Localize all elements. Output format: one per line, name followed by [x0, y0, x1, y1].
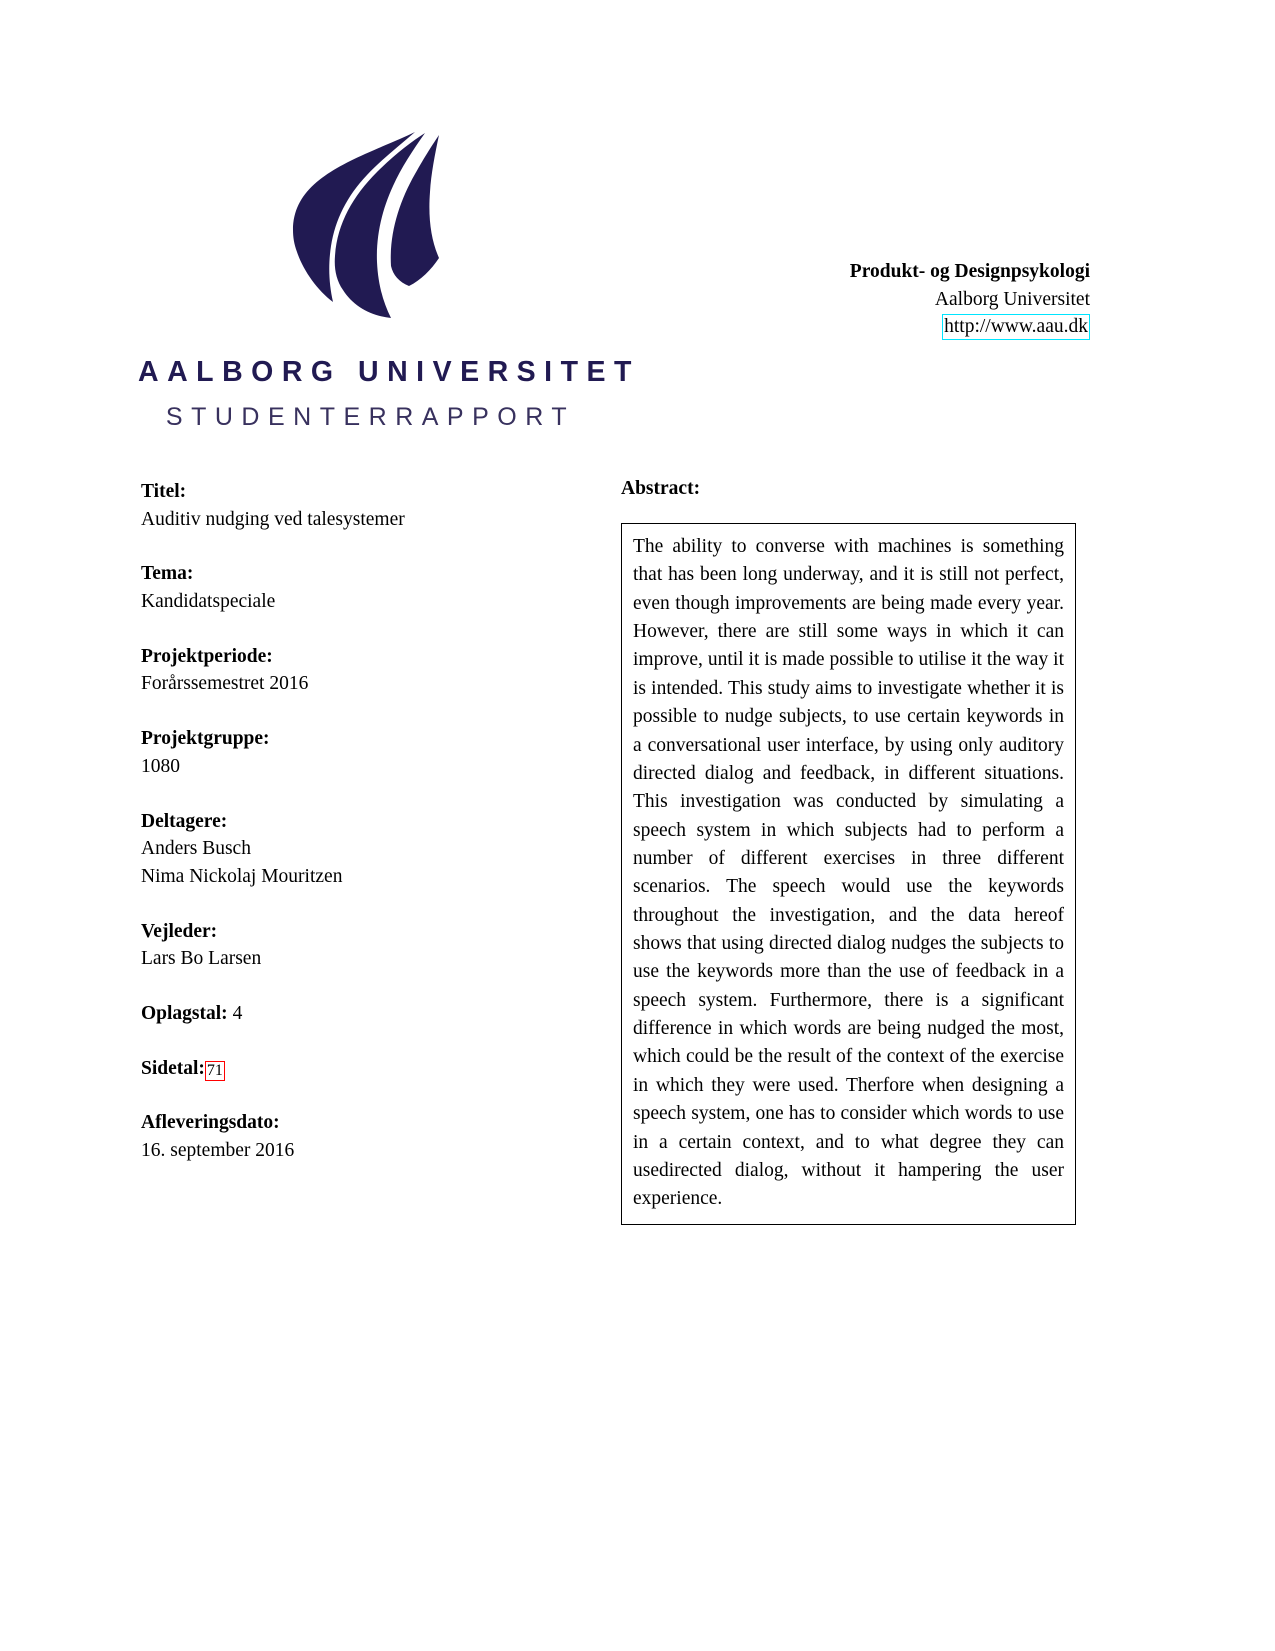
period-value: Forårssemestret 2016	[141, 673, 309, 695]
aau-flame-logo-icon	[273, 130, 453, 320]
participant-name-2: Nima Nickolaj Mouritzen	[141, 865, 343, 887]
wordmark-studenterrapport: STUDENTERRAPPORT	[165, 402, 576, 431]
field-supervisor	[141, 918, 591, 973]
abstract-label: Abstract:	[621, 478, 701, 499]
supervisor-label: Vejleder:	[141, 920, 218, 942]
field-copies	[141, 1000, 591, 1028]
theme-value: Kandidatspeciale	[141, 591, 276, 613]
field-theme	[141, 560, 591, 615]
header-affiliation-block	[850, 258, 1090, 340]
field-participants	[141, 808, 591, 891]
abstract-body-text: The ability to converse with machines is something that has been long underway, and it is still not perfect, even though improvements are being made every year. However, there are still some ways in which it can improve, until it is made possible to utilise it the way it is intended. This study aims to investigate whether it is possible to nudge subjects, to use certain keywords in a conversational user interface, by using only auditory directed dialog and feedback, in different situations. This investigation was conducted by simulating a speech system in which subjects had to perform a number of different exercises in three different scenarios. The speech would use the keywords throughout the investigation, and the data hereof shows that using directed dialog nudges the subjects to use the keywords more than the use of feedback in a speech system. Furthermore, there is a significant difference in which words are being nudged the most, which could be the result of the context of the exercise in which they were used. Therfore when designing a speech system, one has to consider which words to use in a certain context, and to what degree they can usedirected dialog, without it hampering the user experience.	[633, 536, 1064, 1210]
aau-logo-block	[138, 130, 640, 431]
wordmark-university: AALBORG UNIVERSITET	[138, 356, 640, 388]
report-metadata-column	[141, 478, 591, 1165]
field-project-period	[141, 643, 591, 698]
pagecount-label: Sidetal:	[141, 1057, 205, 1079]
period-label: Projektperiode:	[141, 645, 273, 667]
copies-label: Oplagstal:	[141, 1002, 228, 1024]
participants-label: Deltagere:	[141, 810, 228, 832]
header-department: Produkt- og Designpsykologi	[849, 261, 1090, 282]
duedate-value: 16. september 2016	[141, 1140, 295, 1161]
group-label: Projektgruppe:	[141, 728, 270, 750]
abstract-box	[621, 523, 1076, 1225]
theme-label: Tema:	[141, 563, 194, 585]
title-value: Auditiv nudging ved talesystemer	[141, 508, 405, 530]
aau-website-link[interactable]: http://www.aau.dk	[942, 314, 1090, 340]
field-due-date	[141, 1109, 591, 1164]
group-value: 1080	[141, 755, 180, 777]
title-label: Titel:	[141, 481, 187, 502]
header-university: Aalborg Universitet	[934, 288, 1090, 310]
pagecount-reference-link[interactable]: 71	[206, 1061, 223, 1079]
copies-number: 4	[232, 1002, 243, 1024]
supervisor-value: Lars Bo Larsen	[141, 948, 262, 970]
aau-wordmark	[138, 356, 640, 431]
field-title	[141, 478, 591, 533]
header-url-wrapper	[850, 314, 1090, 340]
participant-name-1: Anders Busch	[141, 838, 251, 860]
abstract-column	[621, 478, 1081, 1225]
field-project-group	[141, 725, 591, 780]
duedate-label: Afleveringsdato:	[141, 1112, 280, 1134]
field-page-count	[141, 1055, 591, 1083]
